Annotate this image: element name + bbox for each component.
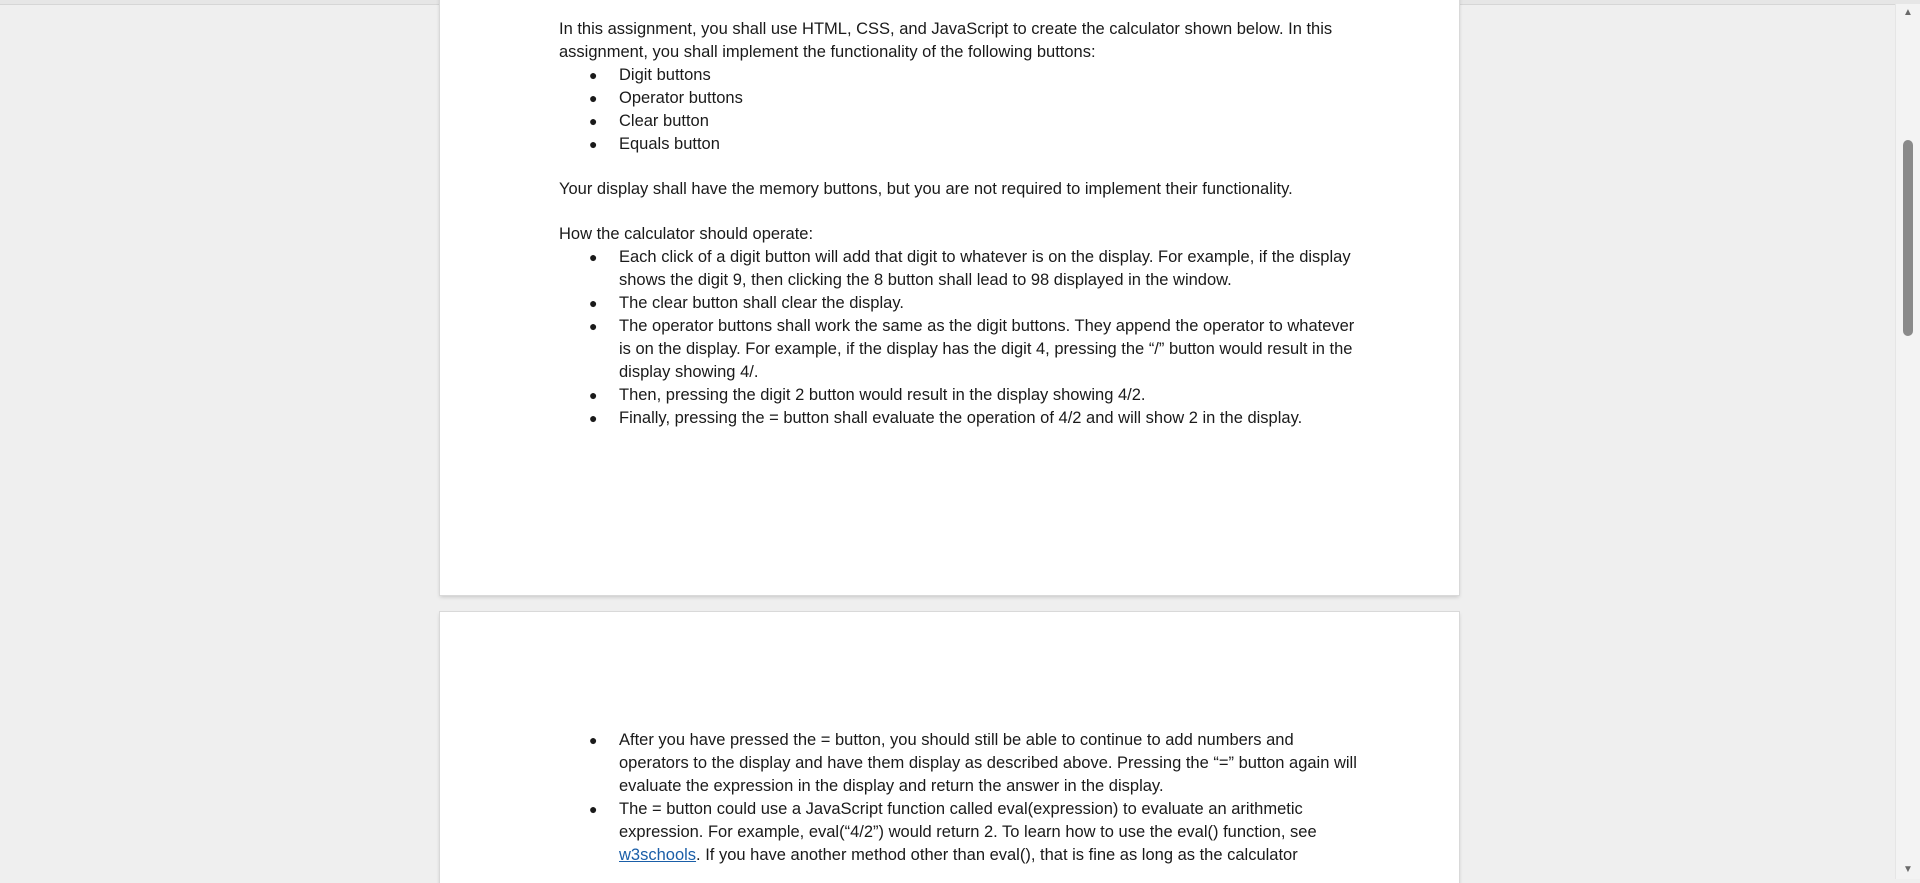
list-item-text: Each click of a digit button will add that digit to whatever is on the display. For example, if the display shows the digit 9, then clicking the 8 button shall lead to 98 displayed in the window. <box>619 248 1351 289</box>
bullet-icon: ● <box>589 732 598 748</box>
intro-paragraph: In this assignment, you shall use HTML, CSS, and JavaScript to create the calculator shown below. In this assignment, you shall implement the functionality of the following buttons: <box>559 20 1333 61</box>
list-item-text: Finally, pressing the = button shall evaluate the operation of 4/2 and will show 2 in the display. <box>619 409 1303 427</box>
list-item <box>559 798 1359 867</box>
page-2-content <box>559 729 1359 867</box>
bullet-icon: ● <box>589 136 598 152</box>
list-item-text: Then, pressing the digit 2 button would result in the display showing 4/2. <box>619 386 1146 404</box>
w3schools-link[interactable]: w3schools <box>619 846 697 864</box>
list-item-text: The operator buttons shall work the same as the digit buttons. They append the operator to whatever is on the display. For example, if the display has the digit 4, pressing the “/” button would result in the display showing 4/. <box>619 317 1355 381</box>
list-item-text-after-link: . If you have another method other than eval(), that is fine as long as the calculator <box>696 846 1298 864</box>
bullet-icon: ● <box>589 295 598 311</box>
vertical-scrollbar[interactable] <box>1895 4 1920 879</box>
list-item <box>559 292 1359 315</box>
list-item-text: Digit buttons <box>619 66 711 84</box>
list-item-text: Clear button <box>619 112 709 130</box>
bullet-icon: ● <box>589 113 598 129</box>
bullet-icon: ● <box>589 801 598 817</box>
page-1-content <box>559 18 1359 430</box>
memory-note-paragraph: Your display shall have the memory buttons, but you are not required to implement their functionality. <box>559 180 1293 198</box>
list-item <box>559 246 1359 292</box>
bullet-icon: ● <box>589 249 598 265</box>
list-item <box>559 110 1359 133</box>
scroll-up-icon[interactable]: ▲ <box>1903 7 1913 18</box>
operate-list <box>559 246 1359 430</box>
list-item <box>559 133 1359 156</box>
bullet-icon: ● <box>589 318 598 334</box>
scroll-down-icon[interactable]: ▼ <box>1903 864 1913 875</box>
list-item-text-before-link: The = button could use a JavaScript function called eval(expression) to evaluate an arithmetic expression. For example, eval(“4/2”) would return 2. To learn how to use the eval() function, see <box>619 800 1317 841</box>
list-item-text: The clear button shall clear the display. <box>619 294 904 312</box>
list-item <box>559 407 1359 430</box>
list-item <box>559 87 1359 110</box>
document-page-1 <box>440 0 1459 595</box>
list-item <box>559 729 1359 798</box>
list-item-text: Operator buttons <box>619 89 743 107</box>
document-page-2 <box>440 612 1459 883</box>
list-item <box>559 384 1359 407</box>
bullet-icon: ● <box>589 67 598 83</box>
operate-heading: How the calculator should operate: <box>559 225 814 243</box>
list-item-text: Equals button <box>619 135 720 153</box>
continued-list <box>559 729 1359 867</box>
buttons-list <box>559 64 1359 156</box>
bullet-icon: ● <box>589 90 598 106</box>
list-item-text: After you have pressed the = button, you should still be able to continue to add numbers and operators to the display and have them display as described above. Pressing the “=” button again will evaluate the expression in the display and return the answer in the display. <box>619 731 1357 795</box>
list-item <box>559 64 1359 87</box>
list-item <box>559 315 1359 384</box>
scrollbar-thumb[interactable] <box>1903 140 1913 336</box>
bullet-icon: ● <box>589 387 598 403</box>
bullet-icon: ● <box>589 410 598 426</box>
